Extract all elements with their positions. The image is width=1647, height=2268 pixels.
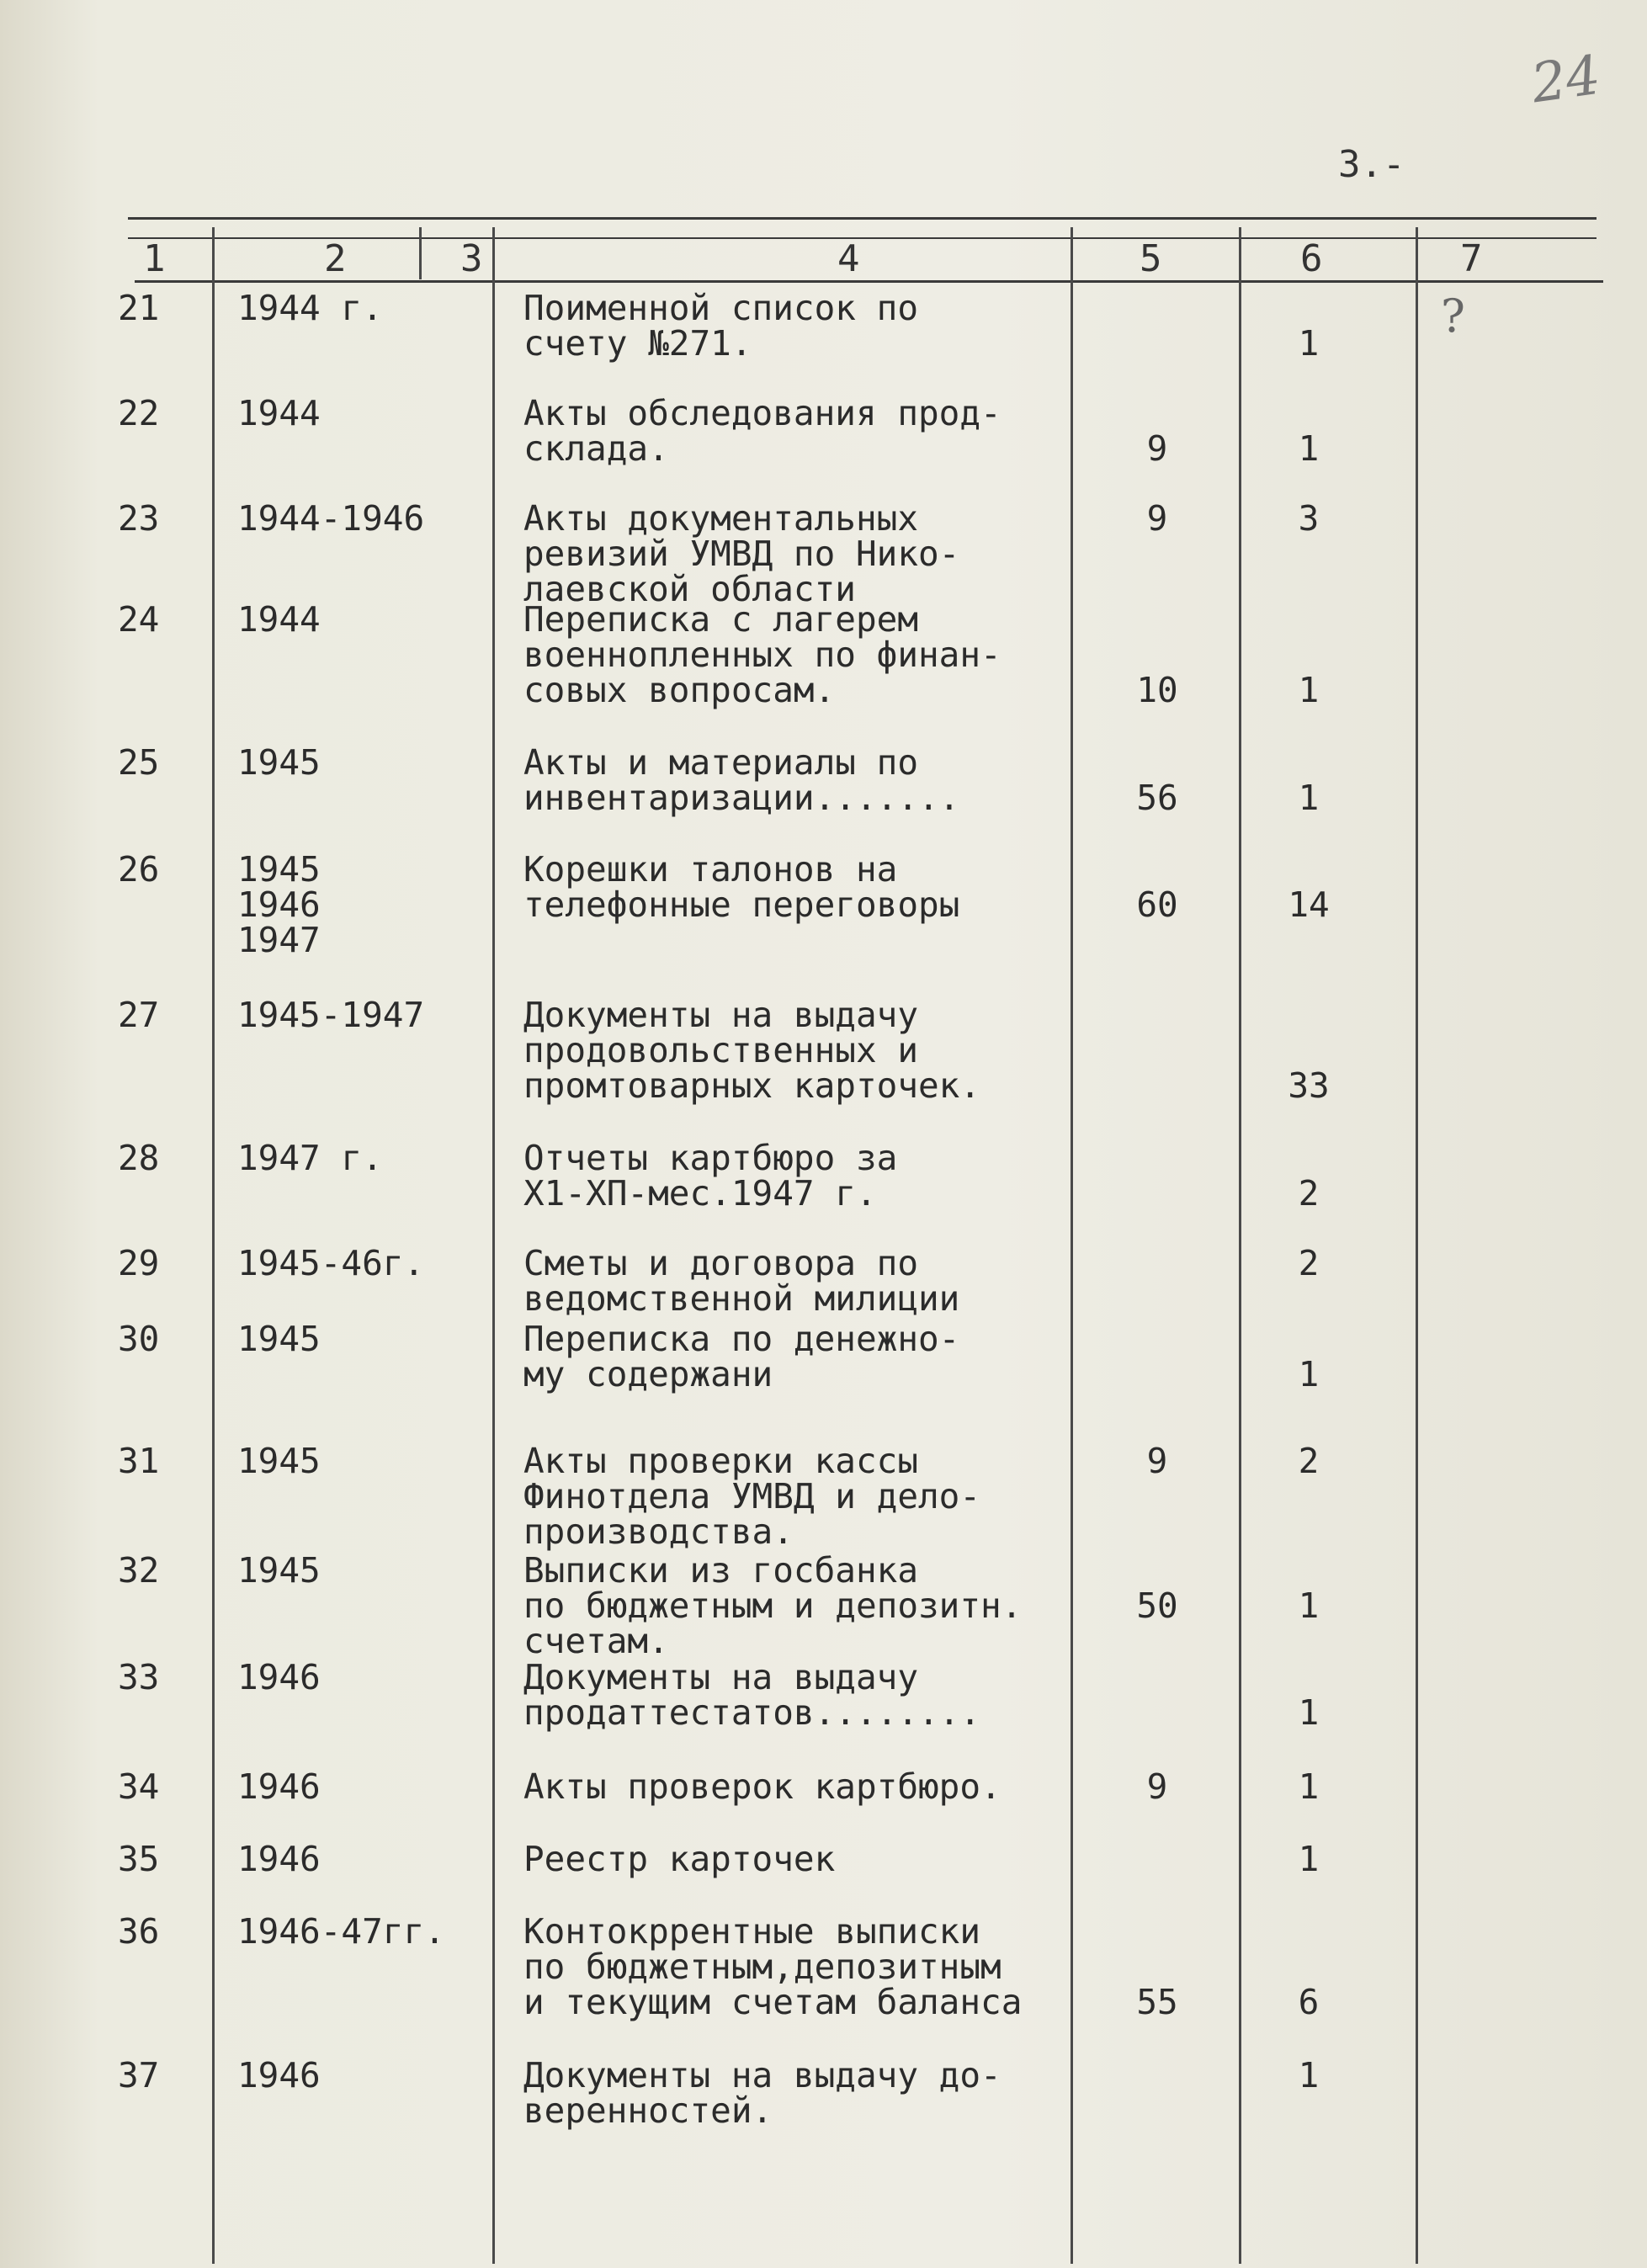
column-header-1: 1 bbox=[143, 237, 166, 280]
row-date: 1946-47гг. bbox=[237, 1911, 445, 1952]
row-number: 21 bbox=[118, 288, 160, 328]
row-count: 1 bbox=[1298, 1354, 1320, 1394]
row-count: 2 bbox=[1298, 1243, 1320, 1283]
row-number: 27 bbox=[118, 995, 160, 1035]
row-title-line: Акты проверки кассы bbox=[523, 1441, 918, 1481]
row-sheets: 55 bbox=[1136, 1982, 1178, 2022]
row-count: 1 bbox=[1298, 428, 1320, 469]
row-number: 37 bbox=[118, 2055, 160, 2095]
row-title-line: Документы на выдачу до- bbox=[523, 2055, 1001, 2095]
row-number: 24 bbox=[118, 599, 160, 640]
row-count: 1 bbox=[1298, 1766, 1320, 1807]
row-number: 36 bbox=[118, 1911, 160, 1952]
row-title-line: ревизий УМВД по Нико- bbox=[523, 534, 960, 574]
row-title-line: веренностей. bbox=[523, 2090, 773, 2131]
row-date: 1945 bbox=[237, 1319, 321, 1359]
row-date: 1946 bbox=[237, 2055, 321, 2095]
row-title-line: склада. bbox=[523, 428, 669, 469]
column-header-5: 5 bbox=[1140, 237, 1162, 280]
row-date: 1945-46г. bbox=[237, 1243, 425, 1283]
column-header-6: 6 bbox=[1300, 237, 1323, 280]
row-sheets: 9 bbox=[1146, 498, 1168, 539]
row-sheets: 9 bbox=[1146, 428, 1168, 469]
row-sheets: 50 bbox=[1136, 1585, 1178, 1626]
row-number: 34 bbox=[118, 1766, 160, 1807]
row-title-line: производства. bbox=[523, 1511, 794, 1552]
row-sheets: 10 bbox=[1136, 670, 1178, 710]
row-note: ? bbox=[1441, 289, 1465, 343]
row-date: 1946 bbox=[237, 884, 321, 925]
row-date: 1945 bbox=[237, 1550, 321, 1591]
row-title-line: Документы на выдачу bbox=[523, 1657, 918, 1697]
row-sheets: 9 bbox=[1146, 1441, 1168, 1481]
row-title-line: Документы на выдачу bbox=[523, 995, 918, 1035]
row-number: 29 bbox=[118, 1243, 160, 1283]
row-title-line: лаевской области bbox=[523, 569, 856, 609]
row-date: 1947 г. bbox=[237, 1138, 383, 1178]
row-date: 1944 bbox=[237, 393, 321, 433]
row-title-line: промтоварных карточек. bbox=[523, 1065, 981, 1106]
row-title-line: совых вопросам. bbox=[523, 670, 836, 710]
row-title-line: по бюджетным и депозитн. bbox=[523, 1585, 1023, 1626]
row-date: 1946 bbox=[237, 1839, 321, 1879]
sheet-number: 3.- bbox=[1338, 143, 1405, 186]
row-title-line: Корешки талонов на bbox=[523, 849, 898, 890]
row-number: 30 bbox=[118, 1319, 160, 1359]
row-sheets: 9 bbox=[1146, 1766, 1168, 1807]
row-number: 28 bbox=[118, 1138, 160, 1178]
row-number: 22 bbox=[118, 393, 160, 433]
row-title-line: и текущим счетам баланса bbox=[523, 1982, 1023, 2022]
row-title-line: Контокррентные выписки bbox=[523, 1911, 981, 1952]
row-title-line: Акты проверок картбюро. bbox=[523, 1766, 1001, 1807]
row-number: 33 bbox=[118, 1657, 160, 1697]
row-date: 1945 bbox=[237, 849, 321, 890]
row-title-line: Акты обследования прод- bbox=[523, 393, 1001, 433]
row-title-line: Финотдела УМВД и дело- bbox=[523, 1476, 981, 1516]
row-title-line: счетам. bbox=[523, 1621, 669, 1661]
column-divider bbox=[419, 227, 422, 279]
handwritten-page-number: 24 bbox=[1527, 44, 1605, 116]
row-count: 1 bbox=[1298, 1839, 1320, 1879]
row-title-line: военнопленных по финан- bbox=[523, 635, 1001, 675]
column-header-3: 3 bbox=[460, 237, 483, 280]
row-number: 25 bbox=[118, 742, 160, 783]
row-title-line: по бюджетным,депозитным bbox=[523, 1947, 1001, 1987]
row-count: 3 bbox=[1298, 498, 1320, 539]
column-header-7: 7 bbox=[1460, 237, 1483, 280]
row-date: 1944 bbox=[237, 599, 321, 640]
column-divider bbox=[212, 227, 215, 2264]
row-number: 35 bbox=[118, 1839, 160, 1879]
row-title-line: Поименной список по bbox=[523, 288, 918, 328]
row-title-line: Акты и материалы по bbox=[523, 742, 918, 783]
row-title-line: Переписка с лагерем bbox=[523, 599, 918, 640]
row-title-line: Х1-ХП-мес.1947 г. bbox=[523, 1173, 877, 1214]
row-title-line: Акты документальных bbox=[523, 498, 918, 539]
row-date: 1945 bbox=[237, 742, 321, 783]
row-number: 26 bbox=[118, 849, 160, 890]
row-title-line: му содержани bbox=[523, 1354, 773, 1394]
row-title-line: Реестр карточек bbox=[523, 1839, 836, 1879]
row-sheets: 56 bbox=[1136, 778, 1178, 818]
row-title-line: продаттестатов........ bbox=[523, 1692, 981, 1733]
row-count: 1 bbox=[1298, 323, 1320, 364]
row-number: 31 bbox=[118, 1441, 160, 1481]
row-count: 2 bbox=[1298, 1173, 1320, 1214]
row-title-line: Переписка по денежно- bbox=[523, 1319, 960, 1359]
row-count: 1 bbox=[1298, 778, 1320, 818]
row-count: 1 bbox=[1298, 1692, 1320, 1733]
column-divider bbox=[1239, 227, 1241, 2264]
row-date: 1947 bbox=[237, 920, 321, 960]
table-top-rule-2 bbox=[128, 237, 1597, 239]
row-sheets: 60 bbox=[1136, 884, 1178, 925]
row-title-line: телефонные переговоры bbox=[523, 884, 960, 925]
row-number: 23 bbox=[118, 498, 160, 539]
row-title-line: Отчеты картбюро за bbox=[523, 1138, 898, 1178]
row-title-line: инвентаризации....... bbox=[523, 778, 960, 818]
table-top-rule bbox=[128, 217, 1597, 220]
row-date: 1945-1947 bbox=[237, 995, 425, 1035]
header-underline bbox=[135, 280, 1603, 283]
row-count: 2 bbox=[1298, 1441, 1320, 1481]
row-count: 1 bbox=[1298, 670, 1320, 710]
row-date: 1944 г. bbox=[237, 288, 383, 328]
column-divider bbox=[1071, 227, 1073, 2264]
row-date: 1946 bbox=[237, 1657, 321, 1697]
row-count: 33 bbox=[1288, 1065, 1330, 1106]
row-count: 14 bbox=[1288, 884, 1330, 925]
row-number: 32 bbox=[118, 1550, 160, 1591]
column-divider bbox=[1416, 227, 1418, 2264]
row-count: 1 bbox=[1298, 2055, 1320, 2095]
column-header-2: 2 bbox=[324, 237, 347, 280]
row-title-line: Выписки из госбанка bbox=[523, 1550, 918, 1591]
row-count: 6 bbox=[1298, 1982, 1320, 2022]
row-count: 1 bbox=[1298, 1585, 1320, 1626]
row-title-line: счету №271. bbox=[523, 323, 752, 364]
column-header-4: 4 bbox=[837, 237, 860, 280]
row-title-line: Сметы и договора по bbox=[523, 1243, 918, 1283]
row-title-line: ведомственной милиции bbox=[523, 1278, 960, 1319]
row-date: 1946 bbox=[237, 1766, 321, 1807]
row-date: 1945 bbox=[237, 1441, 321, 1481]
row-date: 1944-1946 bbox=[237, 498, 425, 539]
column-divider bbox=[492, 227, 495, 2264]
row-title-line: продовольственных и bbox=[523, 1030, 918, 1070]
